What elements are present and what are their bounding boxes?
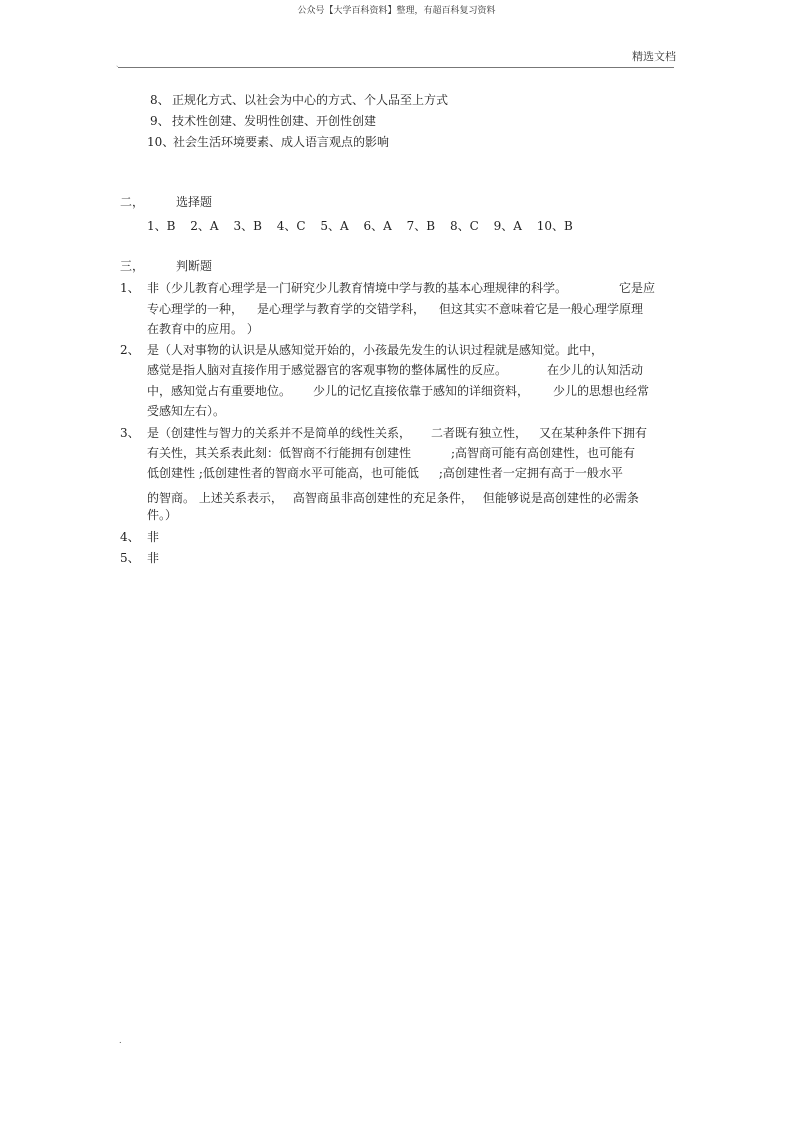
item-line: 有关性，其关系表此刻：低智商不行能拥有创建性 ;高智商可能有高创建性，也可能有: [147, 446, 636, 460]
answer: 6、A: [363, 219, 392, 233]
judgement-item-number: 3、: [120, 426, 140, 440]
item-line: 非（少儿教育心理学是一门研究少儿教育情境中学与教的基本心理规律的科学。 它是应: [147, 281, 656, 295]
section-heading: 二， 选择题: [120, 195, 213, 209]
judgement-item-number: 4、: [120, 530, 140, 544]
answer: 1、B: [147, 219, 176, 233]
footer-mark: .: [119, 1036, 122, 1045]
answer-row: [147, 217, 573, 234]
answer: 8、C: [449, 219, 479, 233]
header-rule: [118, 67, 674, 68]
item-line: 受感知左右）。: [147, 404, 226, 418]
judgement-item-number: 1、: [120, 281, 140, 295]
item-line: 专心理学的一种， 是心理学与教育学的交错学科， 但这其实不意味着它是一般心理学原理: [147, 302, 644, 316]
item-line: 低创建性 ;低创建性者的智商水平可能高，也可能低 ;高创建性者一定拥有高于一般水平: [147, 466, 623, 480]
list-item: 9、 技术性创建、发明性创建、开创性创建: [150, 114, 377, 128]
list-item: 8、 正规化方式、以社会为中心的方式、个人品至上方式: [150, 93, 449, 107]
answer: 3、B: [233, 219, 262, 233]
item-line: 感觉是指人脑对直接作用于感觉器官的客观事物的整体属性的反应。 在少儿的认知活动: [147, 363, 644, 377]
item-line: 的智商。 上述关系表示， 高智商虽非高创建性的充足条件， 但能够说是高创建性的必需条: [147, 491, 639, 505]
item-line: 件。）: [147, 508, 178, 522]
answer: 7、B: [406, 219, 436, 233]
section-heading: 三， 判断题: [120, 259, 213, 273]
header-label: 精选文档: [632, 50, 676, 63]
item-line: 中，感知觉占有重要地位。 少儿的记忆直接依靠于感知的详细资料， 少儿的思想也经常: [147, 384, 650, 398]
answer: 10、B: [536, 219, 573, 233]
header-tick-mark: `: [116, 66, 119, 73]
item-line: 非: [147, 551, 160, 565]
item-line: 是（创建性与智力的关系并不是简单的线性关系， 二者既有独立性， 又在某种条件下拥有: [147, 426, 648, 440]
list-item: 10、社会生活环境要素、成人语言观点的影响: [147, 135, 390, 149]
top-note: 公众号【大学百科资料】整理，有超百科复习资料: [297, 6, 496, 16]
judgement-item-number: 2、: [120, 343, 140, 357]
item-line: 是（人对事物的认识是从感知觉开始的，小孩最先发生的认识过程就是感知觉。此中，: [147, 343, 604, 357]
answer: 2、A: [190, 219, 219, 233]
item-line: 在教育中的应用。 ）: [147, 322, 259, 336]
answer: 9、A: [493, 219, 522, 233]
judgement-item-number: 5、: [120, 551, 140, 565]
item-line: 非: [147, 530, 160, 544]
answer: 5、A: [320, 219, 349, 233]
answer: 4、C: [276, 219, 306, 233]
